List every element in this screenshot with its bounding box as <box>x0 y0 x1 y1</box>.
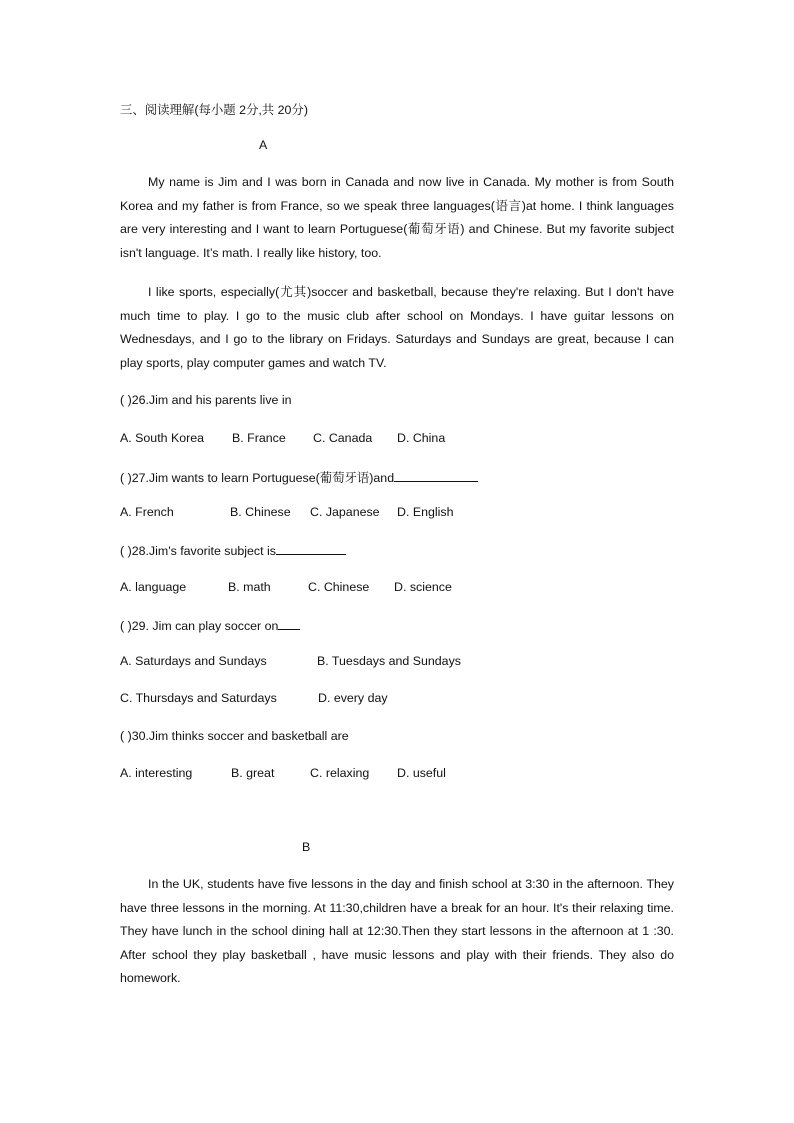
passage-a-label: A <box>259 138 268 152</box>
question-30 <box>120 729 349 743</box>
question-text: 26.Jim and his parents live in <box>131 393 292 407</box>
question-text: 30.Jim thinks soccer and basketball are <box>131 729 349 743</box>
q29-option-b: B. Tuesdays and Sundays <box>317 654 461 668</box>
answer-blank[interactable] <box>276 542 346 555</box>
q28-option-d: D. science <box>394 580 452 594</box>
q28-option-b: B. math <box>228 580 271 594</box>
q29-option-c: C. Thursdays and Saturdays <box>120 691 277 705</box>
q28-option-c: C. Chinese <box>308 580 370 594</box>
question-text: 28.Jim's favorite subject is <box>131 544 276 558</box>
section-title: 三、阅读理解(每小题 2分,共 20分) <box>120 103 308 117</box>
question-27 <box>120 468 478 486</box>
question-text: 27.Jim wants to learn Portuguese(葡萄牙语)and <box>131 471 395 485</box>
answer-bracket[interactable]: ( ) <box>120 471 132 485</box>
q30-option-a: A. interesting <box>120 766 193 780</box>
q28-option-a: A. language <box>120 580 187 594</box>
q27-option-c: C. Japanese <box>310 505 380 519</box>
q26-option-d: D. China <box>397 431 446 445</box>
question-29 <box>120 617 300 633</box>
q30-option-b: B. great <box>231 766 275 780</box>
q27-option-b: B. Chinese <box>230 505 291 519</box>
q30-option-d: D. useful <box>397 766 446 780</box>
q26-option-a: A. South Korea <box>120 431 205 445</box>
question-28 <box>120 542 346 558</box>
answer-blank[interactable] <box>394 469 478 482</box>
answer-blank[interactable] <box>278 617 300 630</box>
q27-option-a: A. French <box>120 505 174 519</box>
q26-option-b: B. France <box>232 431 286 445</box>
question-text: 29. Jim can play soccer on <box>131 619 279 633</box>
answer-bracket[interactable]: ( ) <box>120 393 132 407</box>
answer-bracket[interactable]: ( ) <box>120 544 132 558</box>
q30-option-c: C. relaxing <box>310 766 370 780</box>
passage-b-paragraph-1: In the UK, students have five lessons in the day and finish school at 3:30 in the afternoon. They have three lessons in the morning. At 11:30,children have a break for an hour. It's their relaxing time. They have lunch in the school dining hall at 12:30.Then they start lessons in the afternoon at 1 :30. After school they play basketball , have music lessons and play with their friends. They also do homework. <box>120 877 674 986</box>
passage-a-paragraph-2: I like sports, especially(尤其)soccer and basketball, because they're relaxing. But I don't have much time to play. I go to the music club after school on Mondays. I have guitar lessons on Wednesdays, and I go to the library on Fridays. Saturdays and Sundays are great, because I can play sports, play computer games and watch TV. <box>120 285 674 370</box>
q29-option-a: A. Saturdays and Sundays <box>120 654 267 668</box>
passage-a-paragraph-1: My name is Jim and I was born in Canada and now live in Canada. My mother is from South Korea and my father is from France, so we speak three languages(语言)at home. I think languages are very interesting and I want to learn Portuguese(葡萄牙语) and Chinese. But my favorite subject isn't language. It’s math. I really like history, too. <box>120 175 674 260</box>
q26-option-c: C. Canada <box>313 431 373 445</box>
q27-option-d: D. English <box>397 505 454 519</box>
q29-option-d: D. every day <box>318 691 388 705</box>
question-26 <box>120 393 292 407</box>
answer-bracket[interactable]: ( ) <box>120 729 132 743</box>
passage-b-label: B <box>302 840 311 854</box>
answer-bracket[interactable]: ( ) <box>120 619 132 633</box>
